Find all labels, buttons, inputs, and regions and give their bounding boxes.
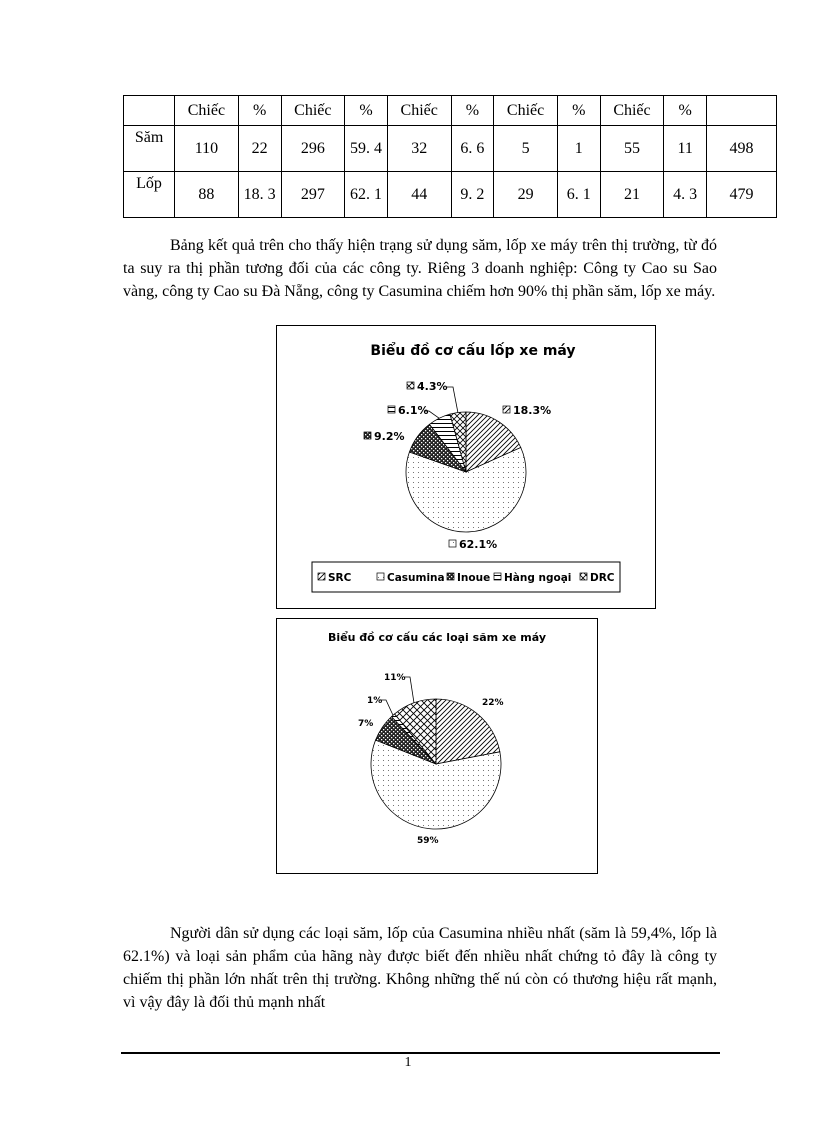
label-swatch xyxy=(407,382,414,389)
table-cell: 498 xyxy=(707,126,777,172)
table-cell: 297 xyxy=(281,172,345,218)
data-label xyxy=(358,719,373,729)
table-header-cell: % xyxy=(345,96,388,126)
row-label: Lốp xyxy=(124,172,175,218)
data-label xyxy=(388,404,429,417)
body-paragraph: Bảng kết quả trên cho thấy hiện trạng sử dụng săm, lốp xe máy trên thị trường, từ đó ta suy ra thị phần tương đối của các công ty. Riêng 3 doanh nghiệp: Công ty Cao su Sao vàng, công ty Cao su Đà Nẵng, công ty Casumina chiếm hơn 90% thị phần săm, lốp xe máy. xyxy=(123,237,717,300)
table-cell: 6. 6 xyxy=(451,126,494,172)
table-cell: 44 xyxy=(387,172,451,218)
table-header-cell: Chiếc xyxy=(600,96,664,126)
table-cell: 6. 1 xyxy=(557,172,600,218)
legend-swatch xyxy=(447,573,454,580)
label-swatch xyxy=(503,406,510,413)
tire-pie-chart xyxy=(277,326,655,608)
table-cell: 4. 3 xyxy=(664,172,707,218)
data-label xyxy=(407,380,448,393)
legend-swatch xyxy=(377,573,384,580)
row-label: Săm xyxy=(124,126,175,172)
page-number: 1 xyxy=(404,1055,412,1070)
body-paragraph: Người dân sử dụng các loại săm, lốp của Casumina nhiều nhất (săm là 59,4%, lốp là 62.1%) và loại sản phẩm của hãng này được biết đến nhiều nhất chứng tỏ đây là công ty chiếm thị phần lớn nhất trên thị trường. Không những thế nú còn có thương hiệu rất mạnh, vì vậy đây là đối thủ mạnh nhất xyxy=(123,925,717,1011)
table-cell: 9. 2 xyxy=(451,172,494,218)
data-label xyxy=(367,696,382,706)
leader-line xyxy=(447,387,458,413)
table-header-cell: % xyxy=(238,96,281,126)
legend-swatch xyxy=(580,573,587,580)
data-label-text: 9.2% xyxy=(374,430,405,443)
table-cell: 479 xyxy=(707,172,777,218)
legend-label: SRC xyxy=(328,572,352,584)
pie-slices xyxy=(406,412,526,532)
table-header-cell xyxy=(707,96,777,126)
data-label xyxy=(449,538,497,551)
table-header-cell: Chiếc xyxy=(494,96,558,126)
table-cell: 296 xyxy=(281,126,345,172)
data-label-text: 4.3% xyxy=(417,380,448,393)
label-swatch xyxy=(364,432,371,439)
table-cell: 18. 3 xyxy=(238,172,281,218)
legend-label: Inoue xyxy=(457,572,491,584)
data-label xyxy=(503,404,551,417)
data-label-text: 59% xyxy=(417,836,439,846)
legend-label: Casumina xyxy=(387,572,445,584)
table-cell: 22 xyxy=(238,126,281,172)
market-share-table xyxy=(123,95,777,218)
table-row xyxy=(124,126,777,172)
tire-structure-chart xyxy=(276,325,656,609)
data-label xyxy=(417,836,439,846)
label-swatch xyxy=(388,406,395,413)
label-swatch xyxy=(449,540,456,547)
table-header-cell: % xyxy=(664,96,707,126)
table-cell: 29 xyxy=(494,172,558,218)
table-cell: 1 xyxy=(557,126,600,172)
legend-label: DRC xyxy=(590,572,615,584)
table-cell: 110 xyxy=(175,126,239,172)
data-label-text: 6.1% xyxy=(398,404,429,417)
data-label-text: 18.3% xyxy=(513,404,552,417)
legend-item xyxy=(494,572,571,584)
legend-label: Hàng ngoại xyxy=(504,572,572,584)
legend-swatch xyxy=(318,573,325,580)
data-label-text: 7% xyxy=(358,719,374,729)
table-cell: 59. 4 xyxy=(345,126,388,172)
table-header-cell: Chiếc xyxy=(281,96,345,126)
table-row xyxy=(124,172,777,218)
tube-structure-chart xyxy=(276,618,598,874)
table-header-cell: Chiếc xyxy=(175,96,239,126)
table-header-cell xyxy=(124,96,175,126)
pie-slices xyxy=(371,699,501,829)
table-cell: 55 xyxy=(600,126,664,172)
table-header-cell: Chiếc xyxy=(387,96,451,126)
data-label-text: 1% xyxy=(367,696,383,706)
legend-swatch xyxy=(494,573,501,580)
tube-pie-chart xyxy=(277,619,597,873)
table-cell: 62. 1 xyxy=(345,172,388,218)
table-cell: 32 xyxy=(387,126,451,172)
footer-divider xyxy=(121,1052,720,1054)
data-label-text: 11% xyxy=(384,673,406,683)
data-label xyxy=(482,698,504,708)
data-label-text: 62.1% xyxy=(459,538,498,551)
table-cell: 5 xyxy=(494,126,558,172)
data-label xyxy=(364,430,405,443)
table-header-cell: % xyxy=(451,96,494,126)
table-header-row xyxy=(124,96,777,126)
chart-title: Biểu đồ cơ cấu các loại săm xe máy xyxy=(327,631,547,644)
data-label-text: 22% xyxy=(482,698,504,708)
table-header-cell: % xyxy=(557,96,600,126)
chart-title: Biểu đồ cơ cấu lốp xe máy xyxy=(370,343,576,359)
table-cell: 88 xyxy=(175,172,239,218)
table-cell: 11 xyxy=(664,126,707,172)
data-label xyxy=(384,673,406,683)
legend-item xyxy=(377,572,445,584)
table-cell: 21 xyxy=(600,172,664,218)
